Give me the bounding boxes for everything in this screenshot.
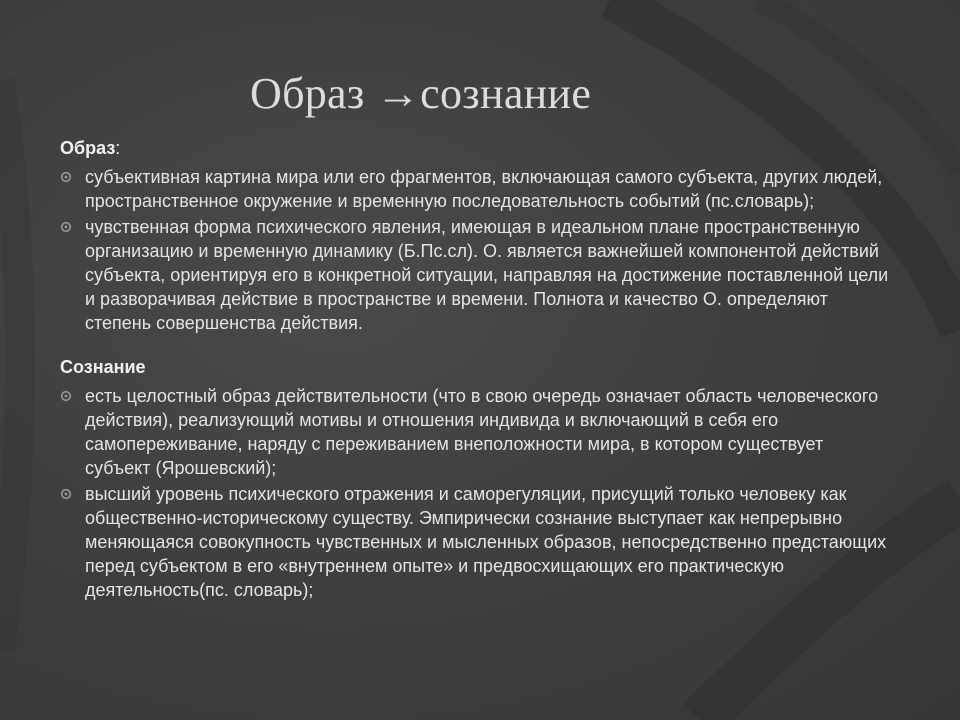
list-item-text: чувственная форма психического явления, имеющая в идеальном плане пространственную организацию и временную динамику (Б.Пс.сл). О. является важнейшей компонентой действий субъекта, ориентируя его в конкретной ситуации, направляя на достижение поставленной цели и разворачивая действие в пространстве и времени. Полнота и качество О. определяют степень совершенства действия. [85,217,889,333]
bullet-icon [60,221,72,233]
list-item [60,482,890,602]
list-item [60,165,890,213]
list-item [60,384,890,480]
list-item-text: субъективная картина мира или его фрагментов, включающая самого субъекта, других людей, пространственное окружение и временную последовательность событий (пс.словарь); [85,167,883,211]
slide-title: Образ →сознание [250,69,592,118]
list-item-text: высший уровень психического отражения и саморегуляции, присущий только человеку как общественно-историческому существу. Эмпирически сознание выступает как непрерывно меняющаяся совокупность чувственных и мысленных образов, непосредственно предстающих перед субъектом в его «внутреннем опыте» и предвосхищающих его практическую деятельность(пс. словарь); [85,484,887,600]
bullet-list-soznanie [60,384,890,602]
section-heading-soznanie: Сознание [60,357,146,377]
slide-content [60,138,890,604]
list-item-text: есть целостный образ действительности (что в свою очередь означает область человеческого действия), реализующий мотивы и отношения индивида и включающий в себя его самопереживание, наряду с переживанием внеположности мира, в котором существует субъект (Ярошевский); [85,386,879,478]
section-heading-obraz [60,138,890,159]
bullet-icon [60,390,72,402]
bullet-icon [60,171,72,183]
list-item [60,215,890,335]
arc-left [0,80,20,650]
bullet-icon [60,488,72,500]
bullet-list-obraz [60,165,890,335]
section-heading-obraz-text: Образ [60,138,116,158]
heading-colon: : [115,138,121,158]
